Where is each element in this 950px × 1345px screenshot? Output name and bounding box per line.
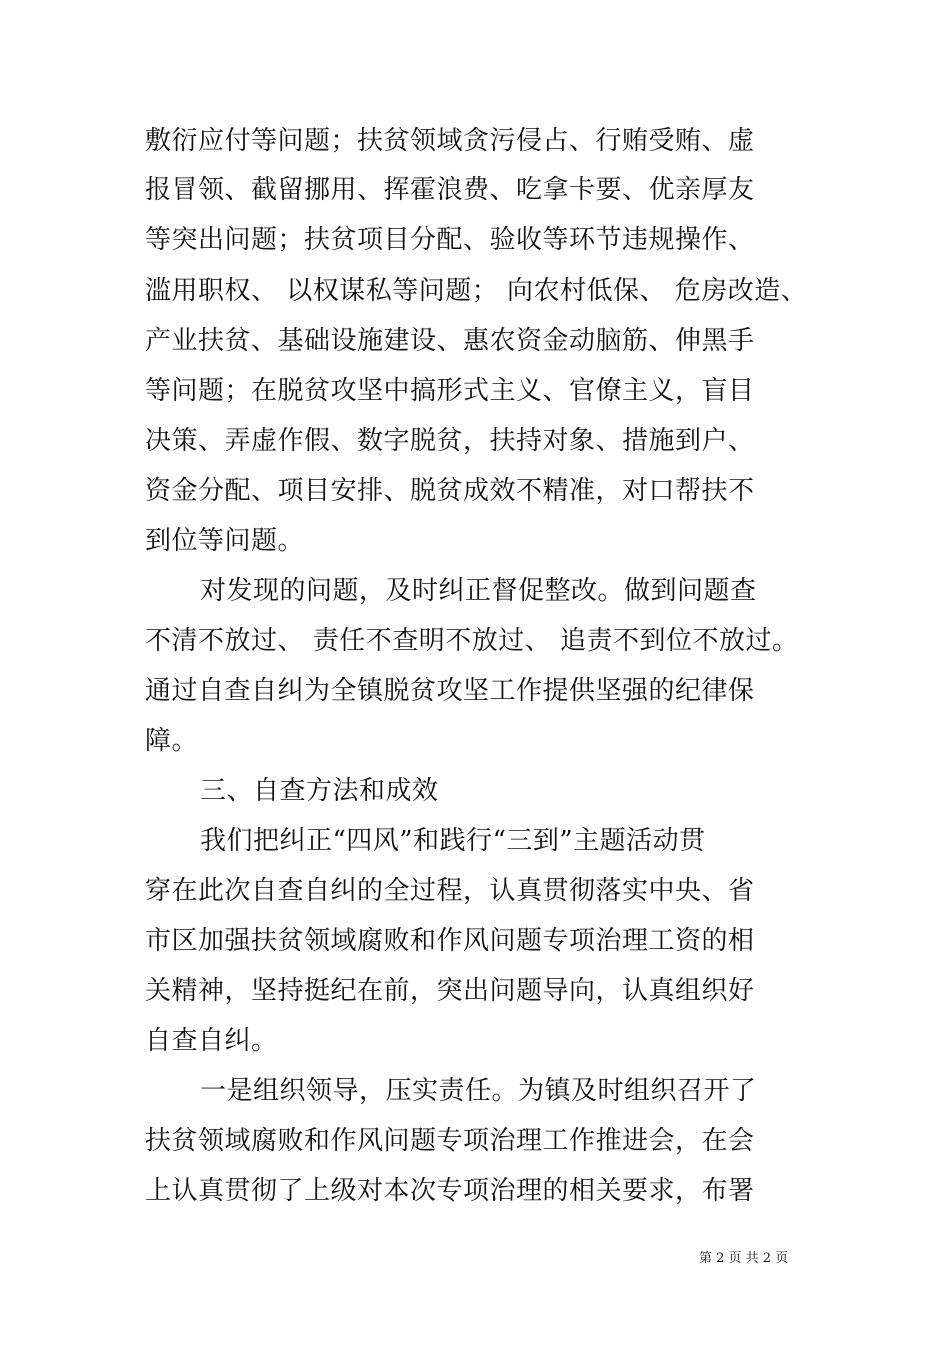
section-heading: 三、自查方法和成效 xyxy=(200,776,439,806)
text-line: 上认真贯彻了上级对本次专项治理的相关要求，布署 xyxy=(145,1176,755,1206)
paragraph-first-line: 我们把纠正“四风”和践行“三到”主题活动贯 xyxy=(200,826,706,856)
paragraph-first-line: 对发现的问题，及时纠正督促整改。做到问题查 xyxy=(200,576,757,606)
text-line: 到位等问题。 xyxy=(145,526,305,556)
text-line: 决策、弄虚作假、数字脱贫，扶持对象、措施到户、 xyxy=(145,426,755,456)
text-line: 报冒领、截留挪用、挥霍浪费、吃拿卡要、优亲厚友 xyxy=(145,175,755,205)
page-number: 第 2 页 共 2 页 xyxy=(699,1251,789,1266)
text-line: 敷衍应付等问题；扶贫领域贪污侵占、行贿受贿、虚 xyxy=(145,126,755,156)
paragraph-first-line: 一是组织领导，压实责任。为镇及时组织召开了 xyxy=(200,1076,757,1106)
text-line: 等突出问题；扶贫项目分配、验收等环节违规操作、 xyxy=(145,225,755,255)
text-line: 穿在此次自查自纠的全过程，认真贯彻落实中央、省 xyxy=(145,876,755,906)
text-line: 扶贫领域腐败和作风问题专项治理工作推进会，在会 xyxy=(145,1126,755,1156)
text-line: 不清不放过、 责任不查明不放过、 追责不到位不放过。 xyxy=(145,626,799,656)
text-line: 等问题；在脱贫攻坚中搞形式主义、官僚主义，盲目 xyxy=(145,376,755,406)
text-line: 通过自查自纠为全镇脱贫攻坚工作提供坚强的纪律保 xyxy=(145,676,755,706)
text-line: 滥用职权、 以权谋私等问题； 向农村低保、 危房改造、 xyxy=(145,276,808,306)
text-line: 市区加强扶贫领域腐败和作风问题专项治理工资的相 xyxy=(145,926,755,956)
text-line: 障。 xyxy=(145,726,199,756)
text-line: 资金分配、项目安排、脱贫成效不精准，对口帮扶不 xyxy=(145,476,755,506)
text-line: 关精神，坚持挺纪在前，突出问题导向，认真组织好 xyxy=(145,976,755,1006)
text-line: 自查自纠。 xyxy=(145,1026,278,1056)
text-line: 产业扶贫、基础设施建设、惠农资金动脑筋、伸黑手 xyxy=(145,326,755,356)
